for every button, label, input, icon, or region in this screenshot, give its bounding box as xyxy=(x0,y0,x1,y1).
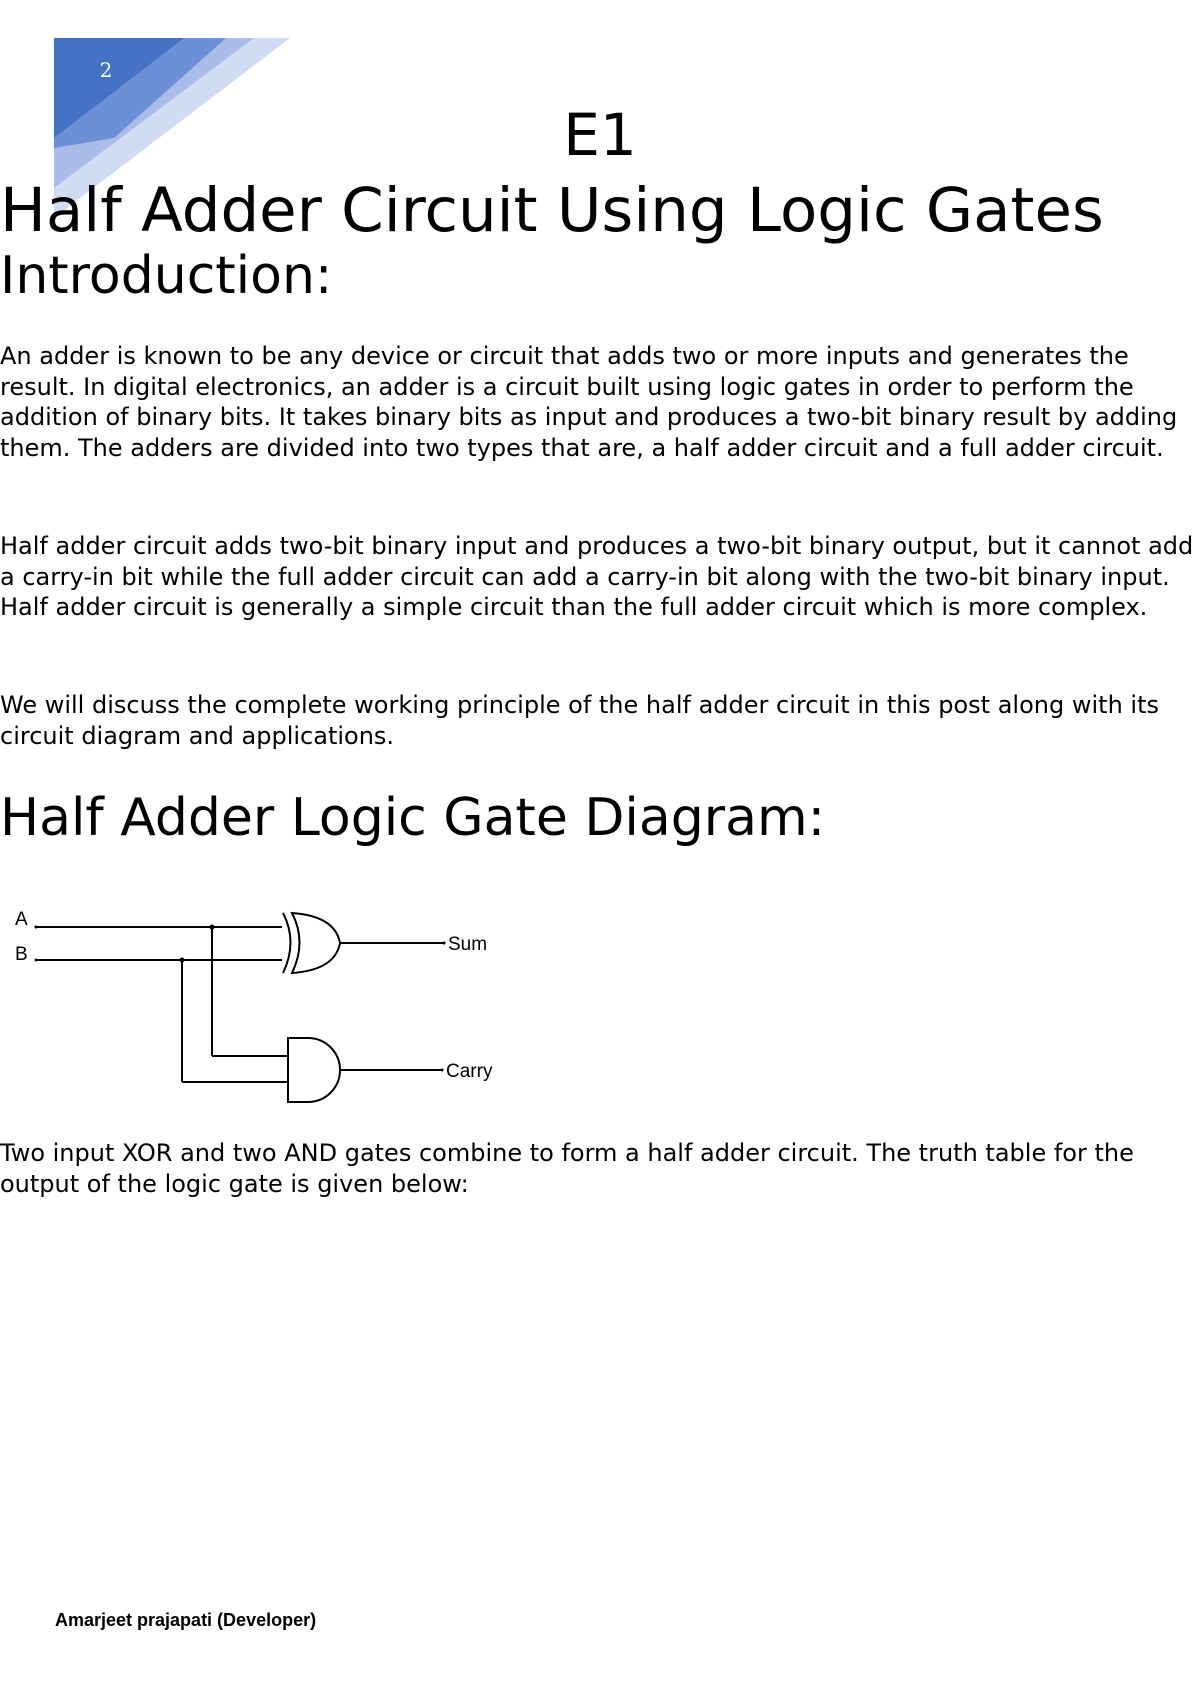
label-sum: Sum xyxy=(448,934,488,955)
footer-author: Amarjeet prajapati (Developer) xyxy=(55,1610,317,1630)
junction-dot xyxy=(210,925,215,930)
diagram-caption: Two input XOR and two AND gates combine to form a half adder circuit. The truth table for the output of the logic gate is given below: xyxy=(0,1139,1134,1198)
xor-gate xyxy=(292,913,340,973)
output-terminal xyxy=(441,1069,444,1072)
intro-paragraph: Half adder circuit adds two-bit binary input and produces a two-bit binary output, but it cannot add a carry-in bit while the full adder circuit can add a carry-in bit along with the two-bit binary input. Half adder circuit is generally a simple circuit than the full adder circuit which is more complex. xyxy=(0,532,1194,621)
junction-dot xyxy=(180,958,185,963)
page-title: Half Adder Circuit Using Logic Gates xyxy=(0,175,1104,246)
output-terminal xyxy=(443,942,446,945)
diagram-heading: Half Adder Logic Gate Diagram: xyxy=(0,788,826,848)
label-input-a: A xyxy=(15,909,28,930)
intro-paragraph: We will discuss the complete working principle of the half adder circuit in this post along with its circuit diagram and applications. xyxy=(0,691,1159,750)
input-terminal xyxy=(35,926,38,929)
label-input-b: B xyxy=(15,944,28,965)
label-carry: Carry xyxy=(446,1061,493,1082)
page-number: 2 xyxy=(99,58,113,82)
input-terminal xyxy=(35,959,38,962)
xor-gate-back-curve xyxy=(283,913,291,973)
intro-paragraph: An adder is known to be any device or circuit that adds two or more inputs and generates the result. In digital electronics, an adder is a circuit built using logic gates in order to perform the addition of binary bits. It takes binary bits as input and produces a two-bit binary result by adding them. The adders are divided into two types that are, a half adder circuit and a full adder circuit. xyxy=(0,342,1178,462)
and-gate xyxy=(288,1038,340,1102)
half-adder-circuit-diagram xyxy=(0,900,520,1110)
document-code: E1 xyxy=(563,101,637,169)
introduction-heading: Introduction: xyxy=(0,246,333,306)
